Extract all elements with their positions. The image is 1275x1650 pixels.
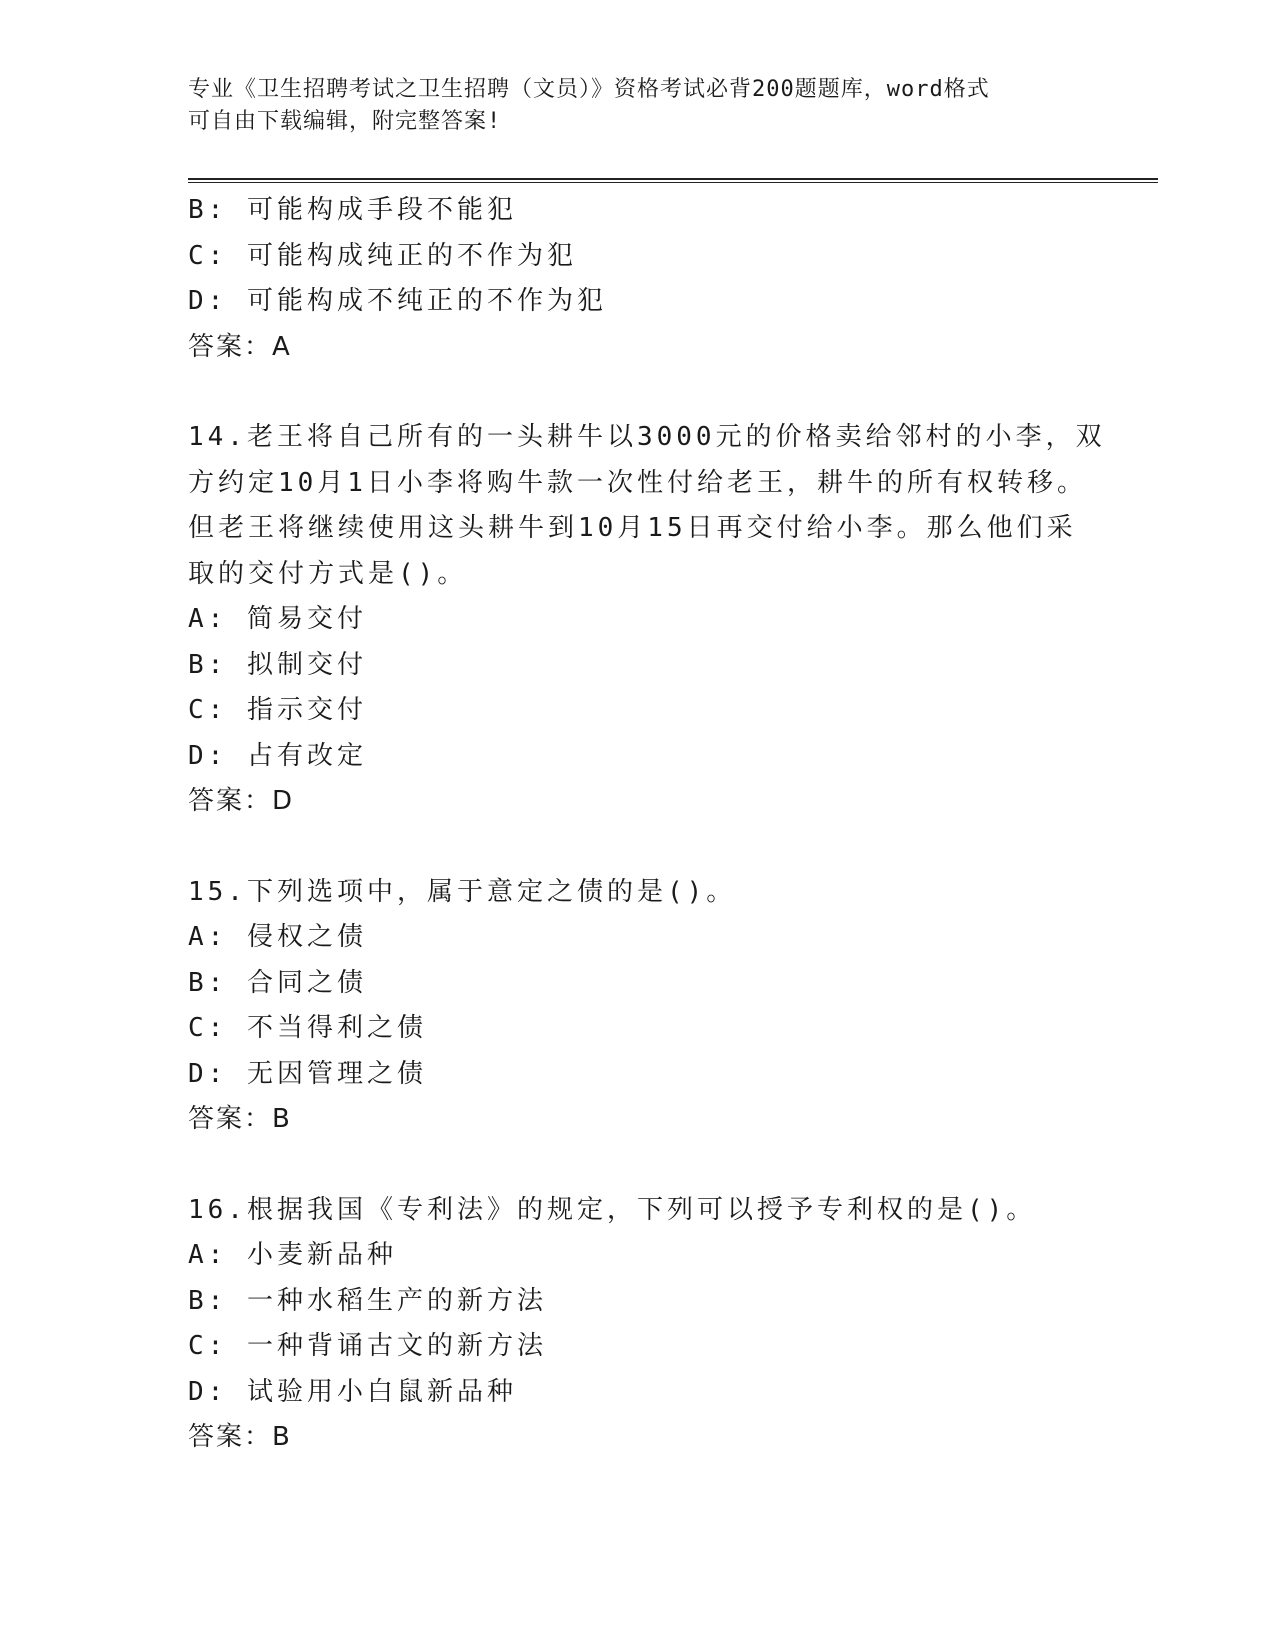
document-header — [188, 74, 1088, 138]
question-text-line: 取的交付方式是()。 — [188, 558, 468, 589]
header-line-1: 专业《卫生招聘考试之卫生招聘（文员）》资格考试必背200题题库，word格式 — [188, 77, 990, 102]
spacer — [188, 370, 1168, 415]
previous-question-tail — [188, 188, 1168, 370]
answer: 答案：A — [188, 331, 292, 362]
option-c: C: 指示交付 — [188, 695, 367, 725]
question-text-line: 14.老王将自己所有的一头耕牛以3000元的价格卖给邻村的小李，双 — [188, 422, 1106, 452]
spacer — [188, 1143, 1168, 1188]
option-d: D: 无因管理之债 — [188, 1058, 427, 1089]
question-16 — [188, 1188, 1168, 1461]
header-divider — [188, 178, 1158, 183]
header-line-2: 可自由下载编辑，附完整答案! — [188, 109, 502, 134]
option-a: A: 小麦新品种 — [188, 1240, 397, 1270]
option-b: B: 可能构成手段不能犯 — [188, 195, 517, 225]
option-b: B: 一种水稻生产的新方法 — [188, 1285, 547, 1316]
option-c: C: 一种背诵古文的新方法 — [188, 1331, 547, 1361]
answer: 答案：D — [188, 786, 295, 816]
option-c: C: 可能构成纯正的不作为犯 — [188, 240, 577, 271]
answer: 答案：B — [188, 1422, 292, 1452]
option-d: D: 试验用小白鼠新品种 — [188, 1376, 517, 1407]
option-b: B: 拟制交付 — [188, 649, 367, 680]
option-b: B: 合同之债 — [188, 967, 367, 998]
question-text-line: 方约定10月1日小李将购牛款一次性付给老王，耕牛的所有权转移。 — [188, 467, 1087, 498]
question-text-line: 16.根据我国《专利法》的规定，下列可以授予专利权的是()。 — [188, 1194, 1037, 1225]
option-c: C: 不当得利之债 — [188, 1013, 427, 1043]
question-text-line: 15.下列选项中，属于意定之债的是()。 — [188, 876, 737, 907]
option-a: A: 简易交付 — [188, 604, 367, 634]
option-d: D: 可能构成不纯正的不作为犯 — [188, 286, 607, 316]
question-14 — [188, 415, 1168, 825]
question-15 — [188, 870, 1168, 1143]
option-a: A: 侵权之债 — [188, 922, 367, 952]
question-text-line: 但老王将继续使用这头耕牛到10月15日再交付给小李。那么他们采 — [188, 513, 1077, 543]
spacer — [188, 825, 1168, 870]
answer: 答案：B — [188, 1104, 292, 1134]
question-list — [188, 188, 1168, 1461]
option-d: D: 占有改定 — [188, 740, 367, 771]
